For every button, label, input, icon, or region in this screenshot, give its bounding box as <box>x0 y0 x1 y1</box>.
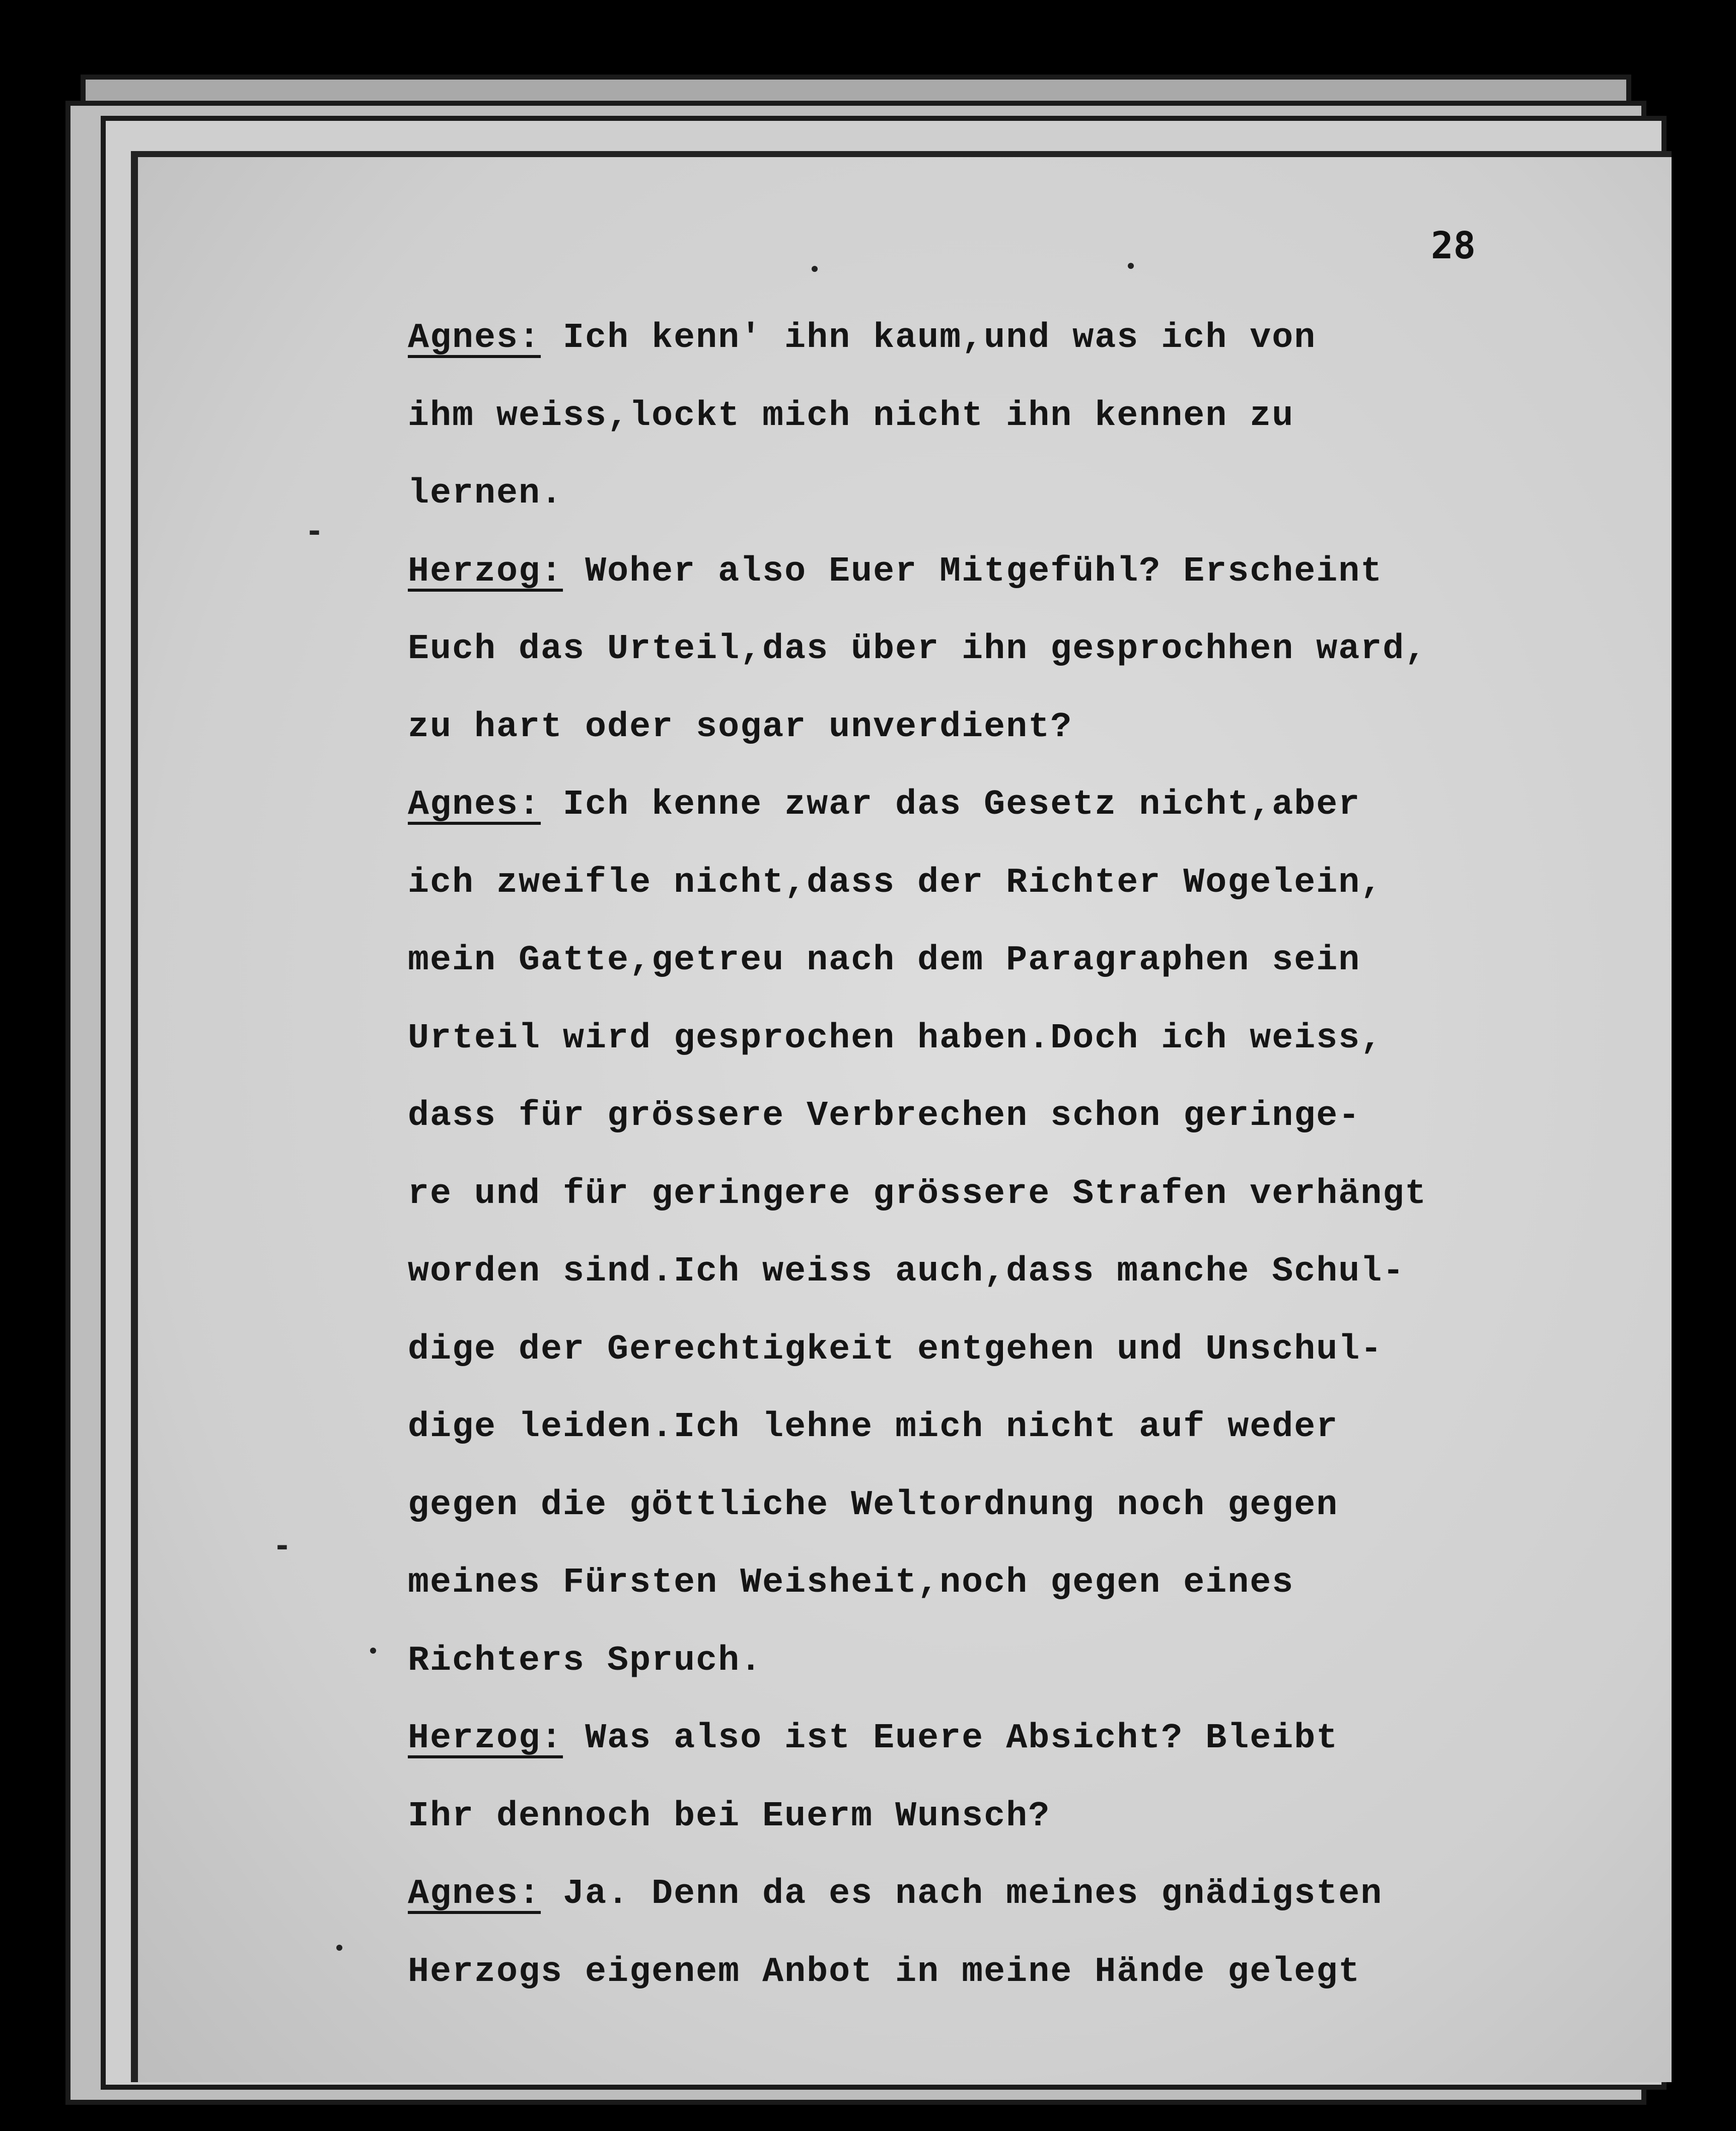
margin-dash-mark: - <box>308 514 321 549</box>
speaker-name: Herzog: <box>408 1719 563 1758</box>
line-text: re und für geringere grössere Strafen verhängt <box>408 1174 1427 1214</box>
text-line <box>408 1156 1601 1234</box>
line-text: Ja. Denn da es nach meines gnädigsten <box>541 1874 1383 1914</box>
text-line <box>408 689 1601 767</box>
line-text: Ihr dennoch bei Euerm Wunsch? <box>408 1796 1051 1836</box>
text-line <box>408 1544 1601 1622</box>
line-text: Woher also Euer Mitgefühl? Erscheint <box>563 551 1383 592</box>
page-number: 28 <box>1431 224 1476 267</box>
text-line <box>408 1233 1601 1311</box>
text-line <box>408 1700 1601 1778</box>
text-line <box>408 1311 1601 1389</box>
line-text: Ich kenne zwar das Gesetz nicht,aber <box>541 785 1361 825</box>
line-text: lernen. <box>408 474 563 514</box>
text-line <box>408 922 1601 1000</box>
line-text: dige leiden.Ich lehne mich nicht auf weder <box>408 1407 1339 1447</box>
margin-dash-mark: - <box>276 1528 288 1564</box>
text-line <box>408 1934 1601 2012</box>
text-line <box>408 378 1601 456</box>
text-line <box>408 300 1601 378</box>
text-line <box>408 455 1601 533</box>
line-text: meines Fürsten Weisheit,noch gegen eines <box>408 1563 1294 1603</box>
speaker-name: Herzog: <box>408 551 563 592</box>
text-line <box>408 611 1601 689</box>
text-line <box>408 1000 1601 1078</box>
text-line <box>408 1778 1601 1856</box>
line-text: zu hart oder sogar unverdient? <box>408 707 1073 747</box>
line-text: gegen die göttliche Weltordnung noch gegen <box>408 1485 1339 1525</box>
text-line <box>408 1389 1601 1467</box>
line-text: Herzogs eigenem Anbot in meine Hände gelegt <box>408 1952 1361 1992</box>
line-text: Richters Spruch. <box>408 1641 763 1681</box>
line-text: dass für grössere Verbrechen schon geringe- <box>408 1096 1361 1136</box>
line-text: worden sind.Ich weiss auch,dass manche Schul- <box>408 1252 1405 1292</box>
speaker-name: Agnes: <box>408 785 541 825</box>
line-text: ich zweifle nicht,dass der Richter Wogelein, <box>408 863 1383 903</box>
text-line <box>408 1856 1601 1934</box>
ink-speck <box>370 1648 376 1654</box>
line-text: Was also ist Euere Absicht? Bleibt <box>563 1719 1339 1758</box>
page-text <box>408 300 1601 2011</box>
ink-speck <box>336 1945 342 1951</box>
line-text: dige der Gerechtigkeit entgehen und Unschul- <box>408 1329 1383 1370</box>
text-line <box>408 1467 1601 1545</box>
text-line <box>408 844 1601 922</box>
text-line <box>408 533 1601 611</box>
line-text: mein Gatte,getreu nach dem Paragraphen sein <box>408 941 1361 980</box>
ink-speck <box>812 266 818 272</box>
speaker-name: Agnes: <box>408 318 541 358</box>
text-line <box>408 766 1601 844</box>
line-text: Urteil wird gesprochen haben.Doch ich weiss, <box>408 1018 1383 1058</box>
ink-speck <box>1128 263 1134 269</box>
text-line <box>408 1622 1601 1700</box>
line-text: Euch das Urteil,das über ihn gesprochhen ward, <box>408 629 1427 669</box>
line-text: Ich kenn' ihn kaum,und was ich von <box>541 318 1317 358</box>
line-text: ihm weiss,lockt mich nicht ihn kennen zu <box>408 396 1294 436</box>
text-line <box>408 1078 1601 1156</box>
speaker-name: Agnes: <box>408 1874 541 1914</box>
